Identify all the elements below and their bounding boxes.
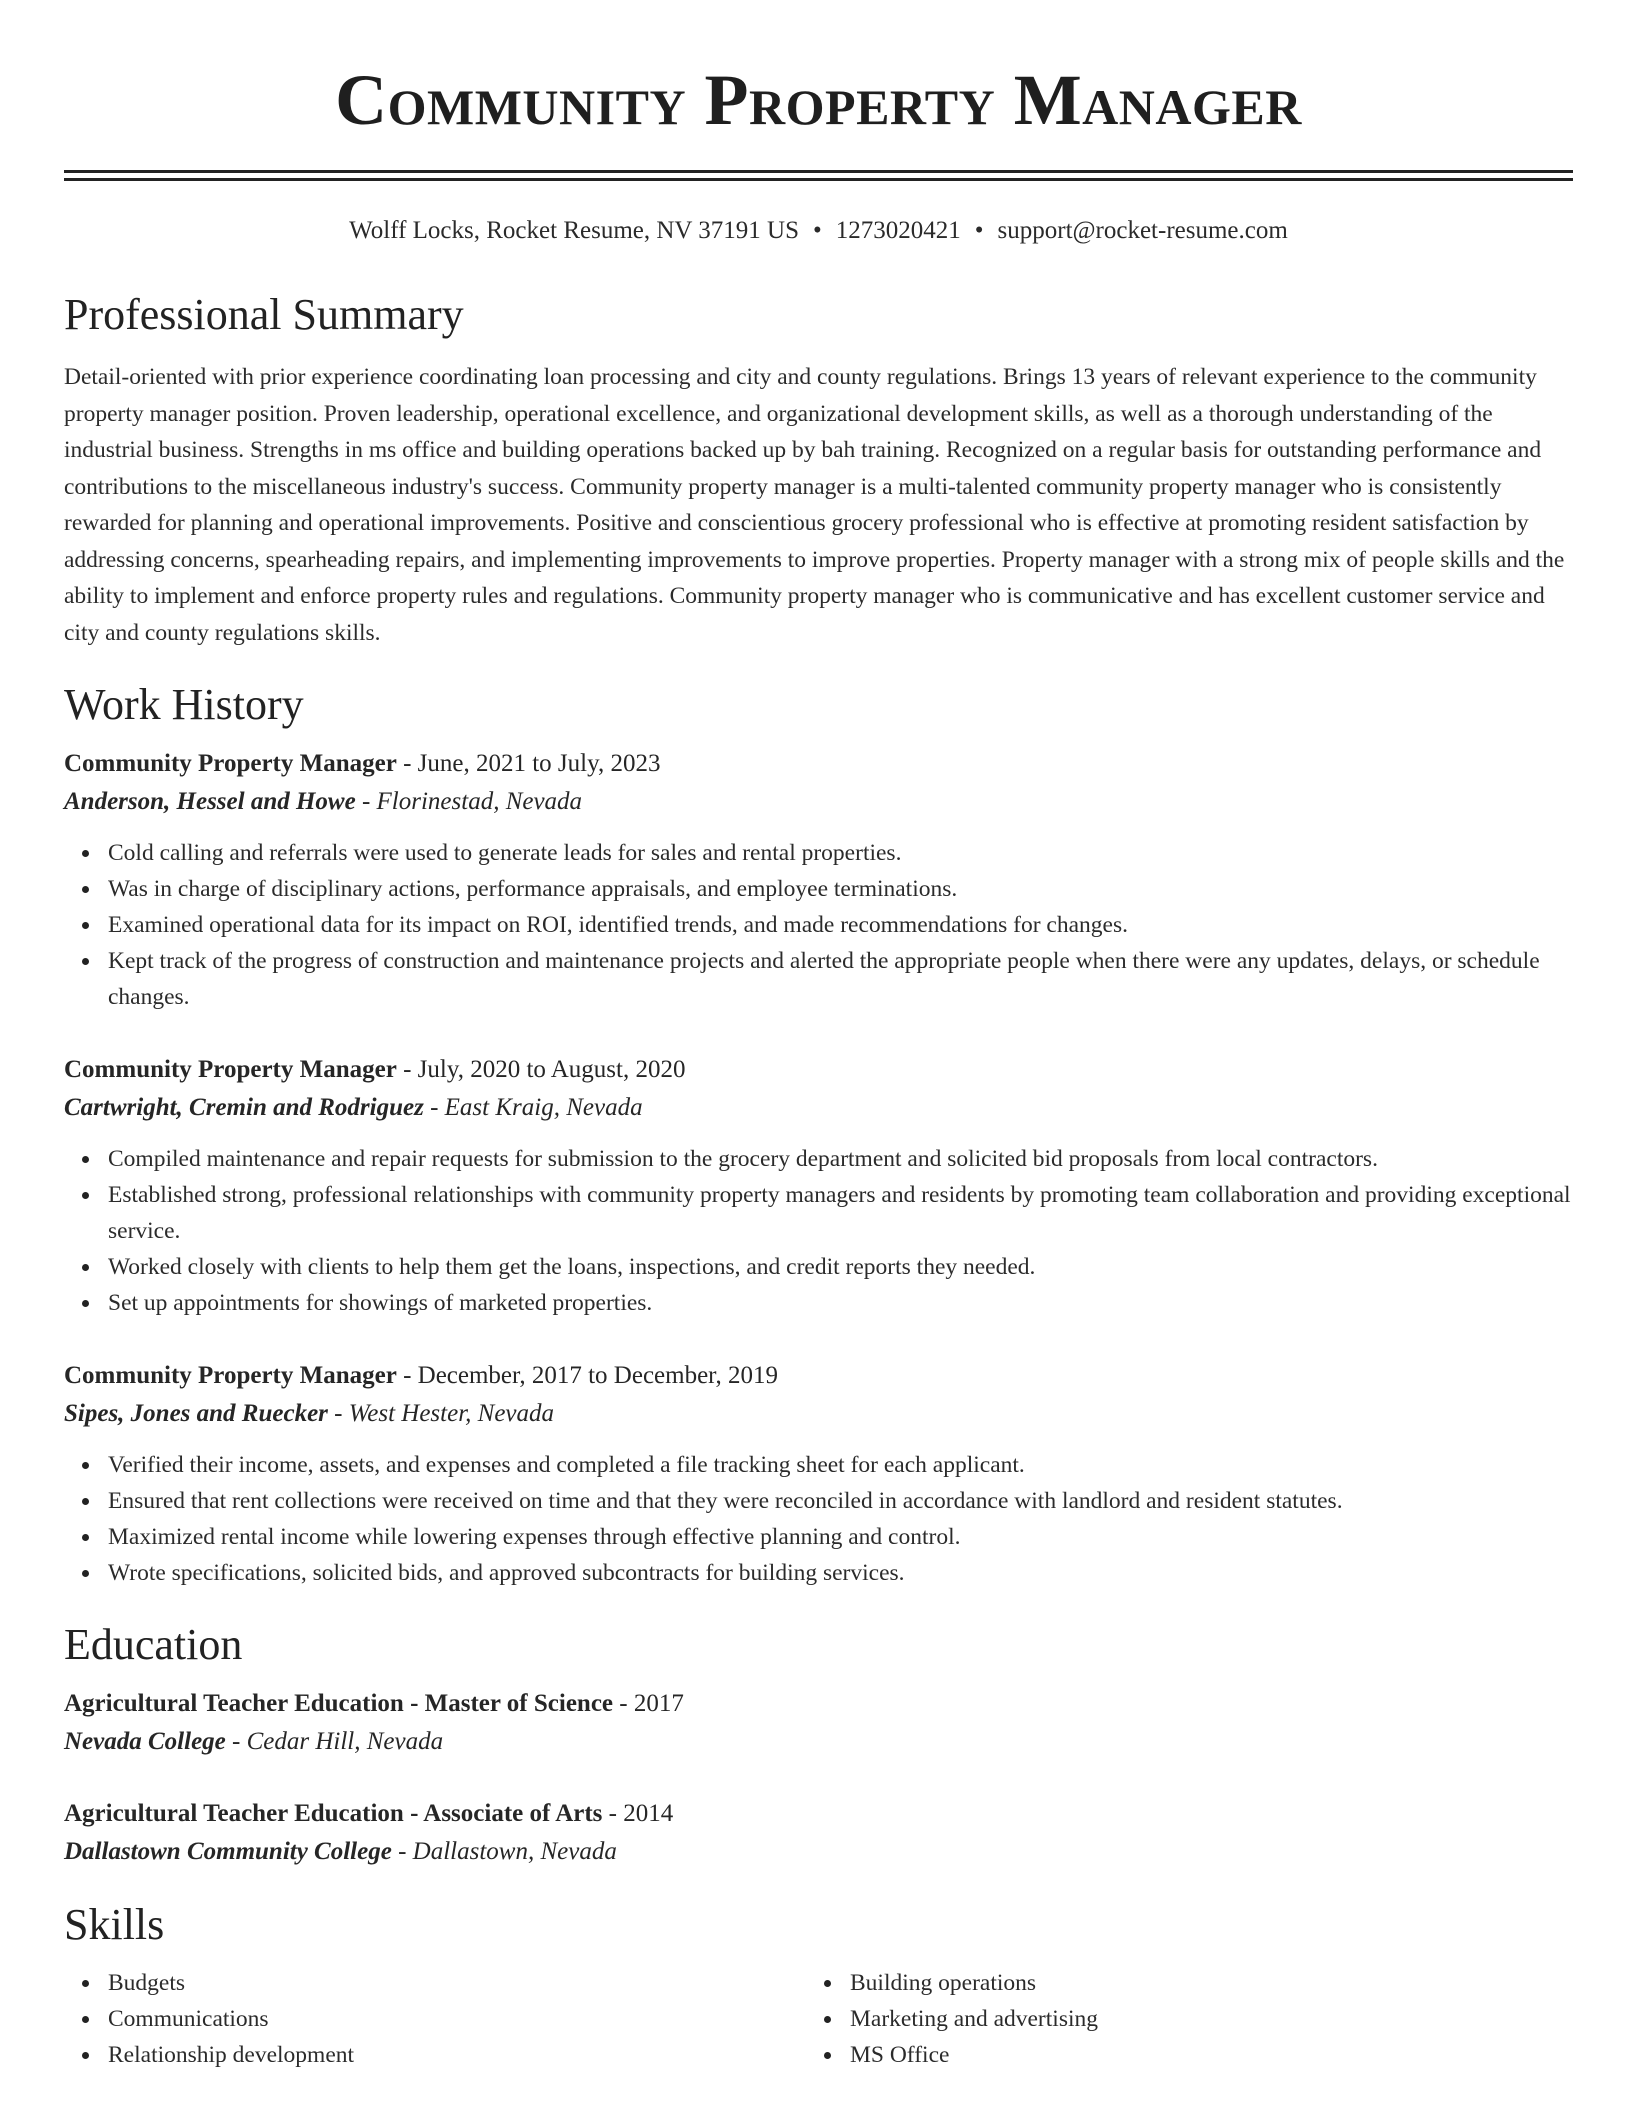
section-title-skills: Skills [64,1900,165,1949]
job-dates: - July, 2020 to August, 2020 [396,1056,686,1083]
education-degree: Agricultural Teacher Education - Master of Science [64,1690,614,1717]
skills-list [806,1965,1548,2073]
education-school: Dallastown Community College [64,1838,392,1865]
job-duties [64,1141,1573,1321]
job-employer [64,1395,1573,1433]
education-school-line [64,1723,1573,1761]
list-item: Kept track of the progress of construction and maintenance projects and alerted the appropriate people when there were any updates, delays, or schedule changes. [108,943,1573,1015]
resume-title: Community Property Manager [335,60,1302,140]
skill-item: Budgets [108,1965,806,2001]
skill-item: Communications [108,2001,806,2037]
education-entry [64,1795,1573,1871]
bullet-separator-icon: • [974,217,984,244]
job-header [64,1051,1573,1089]
list-item: Was in charge of disciplinary actions, performance appraisals, and employee terminations. [108,871,1573,907]
job-location: - East Kraig, Nevada [423,1094,643,1121]
list-item: Examined operational data for its impact on ROI, identified trends, and made recommendations for changes. [108,907,1573,943]
skill-item: Relationship development [108,2037,806,2073]
job-entry [64,1357,1573,1591]
list-item: Verified their income, assets, and expenses and completed a file tracking sheet for each applicant. [108,1447,1573,1483]
list-item: Wrote specifications, solicited bids, and approved subcontracts for building services. [108,1555,1573,1591]
job-header [64,745,1573,783]
job-location: - Florinestad, Nevada [355,788,583,815]
contact-info [64,215,1573,247]
list-item: Ensured that rent collections were received on time and that they were reconciled in accordance with landlord and resident statutes. [108,1483,1573,1519]
job-dates: - December, 2017 to December, 2019 [396,1362,779,1389]
job-header [64,1357,1573,1395]
education-year: - 2014 [602,1800,674,1827]
contact-email[interactable]: support@rocket-resume.com [997,217,1288,244]
education-header [64,1795,1573,1833]
contact-phone[interactable]: 1273020421 [835,217,961,244]
education-location: - Dallastown, Nevada [391,1838,617,1865]
list-item: Maximized rental income while lowering expenses through effective planning and control. [108,1519,1573,1555]
education-header [64,1685,1573,1723]
job-company: Sipes, Jones and Ruecker [64,1400,328,1427]
job-duties [64,835,1573,1015]
title-divider [64,170,1573,181]
job-company: Anderson, Hessel and Howe [64,788,356,815]
resume-page [64,0,1573,2073]
section-title-summary: Professional Summary [64,290,464,339]
job-role: Community Property Manager [64,1056,397,1083]
job-dates: - June, 2021 to July, 2023 [396,750,661,777]
list-item: Cold calling and referrals were used to generate leads for sales and rental properties. [108,835,1573,871]
skills-column-right [806,1965,1548,2073]
job-role: Community Property Manager [64,1362,397,1389]
job-company: Cartwright, Cremin and Rodriguez [64,1094,424,1121]
bullet-separator-icon: • [812,217,822,244]
contact-address: Wolff Locks, Rocket Resume, NV 37191 US [349,217,799,244]
job-employer [64,783,1573,821]
job-employer [64,1089,1573,1127]
education-year: - 2017 [613,1690,684,1717]
skill-item: Marketing and advertising [850,2001,1548,2037]
list-item: Established strong, professional relationships with community property managers and residents by promoting team collaboration and providing exceptional service. [108,1177,1573,1249]
section-title-work-history: Work History [64,680,304,729]
job-role: Community Property Manager [64,750,397,777]
section-title-education: Education [64,1620,243,1669]
skills-grid [64,1965,1573,2073]
job-entry [64,745,1573,1015]
skill-item: MS Office [850,2037,1548,2073]
education-school: Nevada College [64,1728,226,1755]
list-item: Compiled maintenance and repair requests for submission to the grocery department and solicited bid proposals from local contractors. [108,1141,1573,1177]
education-degree: Agricultural Teacher Education - Associate of Arts [64,1800,603,1827]
education-location: - Cedar Hill, Nevada [225,1728,444,1755]
job-entry [64,1051,1573,1321]
education-school-line [64,1833,1573,1871]
education-entry [64,1685,1573,1761]
job-duties [64,1447,1573,1591]
skills-list [64,1965,806,2073]
skill-item: Building operations [850,1965,1548,2001]
list-item: Set up appointments for showings of marketed properties. [108,1285,1573,1321]
list-item: Worked closely with clients to help them get the loans, inspections, and credit reports they needed. [108,1249,1573,1285]
skills-column-left [64,1965,806,2073]
summary-text: Detail-oriented with prior experience coordinating loan processing and city and county regulations. Brings 13 years of relevant experience to the community property manager position. Proven leadership, operational excellence, and organizational development skills, as well as a thorough understanding of the industrial business. Strengths in ms office and building operations backed up by bah training. Recognized on a regular basis for outstanding performance and contributions to the miscellaneous industry's success. Community property manager is a multi-talented community property manager who is consistently rewarded for planning and operational improvements. Positive and conscientious grocery professional who is effective at promoting resident satisfaction by addressing concerns, spearheading repairs, and implementing improvements to improve properties. Property manager with a strong mix of people skills and the ability to implement and enforce property rules and regulations. Community property manager who is communicative and has excellent customer service and city and county regulations skills. [64,364,1565,646]
job-location: - West Hester, Nevada [327,1400,555,1427]
